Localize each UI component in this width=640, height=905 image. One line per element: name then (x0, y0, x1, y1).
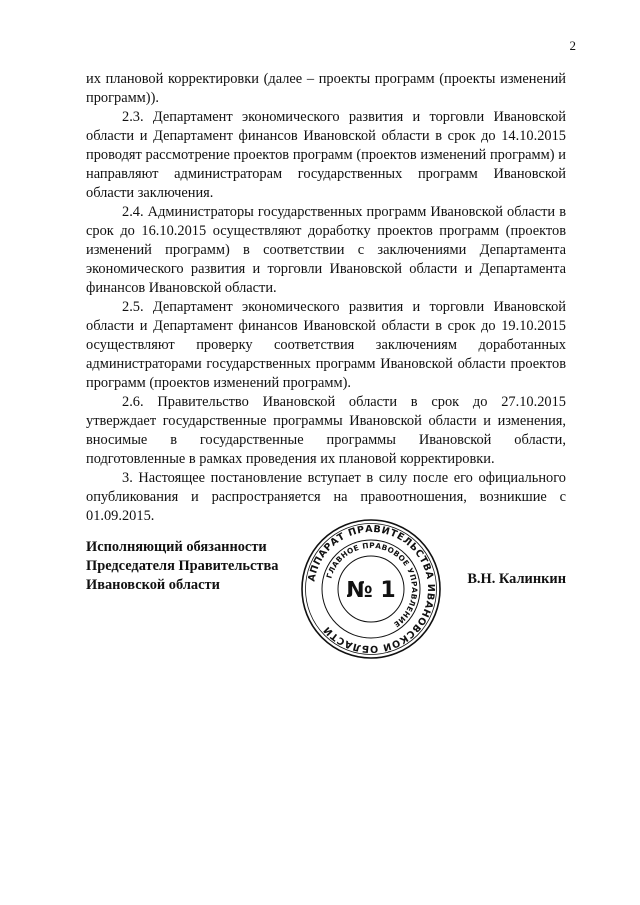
signatory-position-line: Председателя Правительства (86, 558, 279, 574)
paragraph: 2.5. Департамент экономического развития и торговли Ивановской области и Департамент финансов Ивановской области в срок до 19.10.2015 осуществляют проверку соответствия заключениям доработанных администраторами государственных программ Ивановской области проектов программ (проектов изменений программ). (86, 299, 566, 391)
official-seal-stamp (300, 518, 442, 660)
seal-inner-text: ГЛАВНОЕ ПРАВОВОЕ УПРАВЛЕНИЕ (324, 540, 420, 630)
paragraph: их плановой корректировки (далее – проекты программ (проекты изменений программ)). (86, 71, 566, 106)
paragraph: 2.4. Администраторы государственных программ Ивановской области в срок до 16.10.2015 осуществляют доработку проектов программ (проектов изменений программ) в соответствии с заключениями Департамента экономического развития и торговли Ивановской области и Департамента финансов Ивановской области. (86, 204, 566, 296)
paragraph: 3. Настоящее постановление вступает в силу после его официального опубликования и распространяется на правоотношения, возникшие с 01.09.2015. (86, 470, 566, 524)
page-number: 2 (569, 38, 576, 53)
document-body (86, 70, 566, 526)
signatory-position-line: Исполняющий обязанности (86, 539, 267, 555)
signatory-position-line: Ивановской области (86, 577, 220, 593)
seal-outer-text: АППАРАТ ПРАВИТЕЛЬСТВА ИВАНОВСКОЙ ОБЛАСТИ (306, 523, 437, 655)
seal-number: № 1 (346, 578, 396, 603)
paragraph: 2.6. Правительство Ивановской области в срок до 27.10.2015 утверждает государственные программы Ивановской области и изменения, вносимые в государственные программы Ивановской области, подготовленные в рамках проведения их плановой корректировки. (86, 394, 566, 467)
signatory-name: В.Н. Калинкин (467, 571, 566, 587)
paragraph: 2.3. Департамент экономического развития и торговли Ивановской области и Департамент финансов Ивановской области в срок до 14.10.2015 проводят рассмотрение проектов программ (проектов изменений программ) и направляют администраторам государственных программ Ивановской области заключения. (86, 109, 566, 201)
